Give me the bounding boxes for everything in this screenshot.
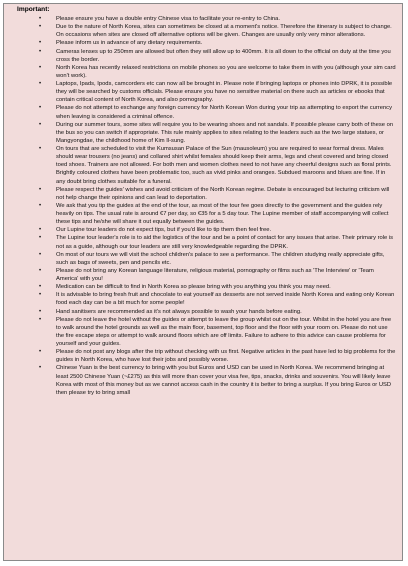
list-item: • Hand sanitisers are recommended as it's not always possible to wash your hands before eating. bbox=[56, 308, 396, 316]
list-item: • Please respect the guides' wishes and avoid criticism of the North Korean regime. Debate is encouraged but lecturing criticism will not help change their opinions and can lead to deportation. bbox=[56, 186, 396, 202]
important-notes-panel bbox=[3, 3, 403, 561]
list-item: • Please do not bring any Korean language literature, religious material, pornography or films such as 'The Interview' or 'Team America' with you! bbox=[56, 267, 396, 283]
list-item: • Medication can be difficult to find in North Korea so please bring with you anything you think you may need. bbox=[56, 283, 396, 291]
list-item: • Please ensure you have a double entry Chinese visa to facilitate your re-entry to China. bbox=[56, 15, 396, 23]
list-item: • Laptops, Ipads, Ipods, camcorders etc can now all be brought in. Please note if bringing laptops or phones into DPRK, it is possible they will be searched by customs officials. Please ensure you have no sensitive material on there such as articles or ebooks that contain critical content of North Korea, and also pornography. bbox=[56, 80, 396, 104]
list-item: • Please do not attempt to exchange any foreign currency for North Korean Won during your trip as attempting to export the currency when leaving is considered a criminal offence. bbox=[56, 104, 396, 120]
list-item: • We ask that you tip the guides at the end of the tour, as most of the tour fee goes directly to the government and the guides rely heavily on tips. The usual rate is around €7 per day, so €35 for a 5 day tour. The Lupine member of staff accompanying will collect these tips and he/she will share it out equally between the guides. bbox=[56, 202, 396, 226]
list-item: • During our summer tours, some sites will require you to be wearing shoes and not sandals. If possible please carry both of these on the bus so you can switch if appropriate. This rule mainly applies to sites relating to the leaders such as the two large statues, or Mangyongdae, the childhood home of Kim Il-sung. bbox=[56, 121, 396, 145]
list-item: • On tours that are scheduled to visit the Kumsusan Palace of the Sun (mausoleum) you are required to wear formal dress. Males should wear trousers (no jeans) and collared shirt whilst females should keep their arms, legs and chest covered and bring closed toed shoes. Trainers are not allowed. For both men and women clothes need to not have any cheerful designs such as floral prints. Brightly coloured clothes have been problematic too, such as vivid pinks and oranges. Subdued maroons and blues are fine. If in any doubt bring clothes suitable for a funeral. bbox=[56, 145, 396, 186]
list-item: • Cameras lenses up to 250mm are allowed but often they will allow up to 400mm. It is all down to the official on duty at the time you cross the border. bbox=[56, 48, 396, 64]
list-item: • Please inform us in advance of any dietary requirements. bbox=[56, 39, 396, 47]
list-item: • On most of our tours we will visit the school children's palace to see a performance. The children studying really appreciate gifts, such as bags of sweets, pen and pencils etc. bbox=[56, 251, 396, 267]
notes-list bbox=[4, 15, 402, 397]
list-item: • Our Lupine tour leaders do not expect tips, but if you'd like to tip them then feel free. bbox=[56, 226, 396, 234]
section-heading: Important: bbox=[17, 6, 50, 13]
list-item: • It is advisable to bring fresh fruit and chocolate to eat yourself as desserts are not served inside North Korea and eating only Korean food each day can be a bit much for some people! bbox=[56, 291, 396, 307]
list-item: • Due to the nature of North Korea, sites can sometimes be closed at a moment's notice. Therefore the itinerary is subject to change. On occasions when sites are closed off alternative options will be given. Changes are usually only very minor alterations. bbox=[56, 23, 396, 39]
list-item: • Please do not leave the hotel without the guides or attempt to leave the group whilst out on the tour. Whilst in the hotel you are free to walk around the hotel grounds as well as the main floor, basement, top floor and the floor with your room on. Please do not use the fire escape steps or attempt to walk around floors which are off limits. Failure to adhere to this advice can cause problems for yourself and your guides. bbox=[56, 316, 396, 349]
list-item: • North Korea has recently relaxed restrictions on mobile phones so you are welcome to take them in with you (although your sim card won't work). bbox=[56, 64, 396, 80]
list-item: • The Lupine tour leader's role is to aid the logistics of the tour and be a point of contact for any issues that arise. Their primary role is not as a guide, although our tour leaders are still very knowledgeable regarding the DPRK. bbox=[56, 234, 396, 250]
list-item: • Chinese Yuan is the best currency to bring with you but Euros and USD can be used in North Korea. We recommend bringing at least 2500 Chinese Yuan (~£275) as this will more than cover your visa fee, tips, snacks, drinks and souvenirs. You will likely leave Korea with most of this money but as we cannot access cash in the country it is better to bring a surplus. If you bring Euros or USD then please try to bring small bbox=[56, 364, 396, 397]
list-item: • Please do not post any blogs after the trip without checking with us first. Negative articles in the past have led to big problems for the guides in North Korea, who have lost their jobs and possibly worse. bbox=[56, 348, 396, 364]
